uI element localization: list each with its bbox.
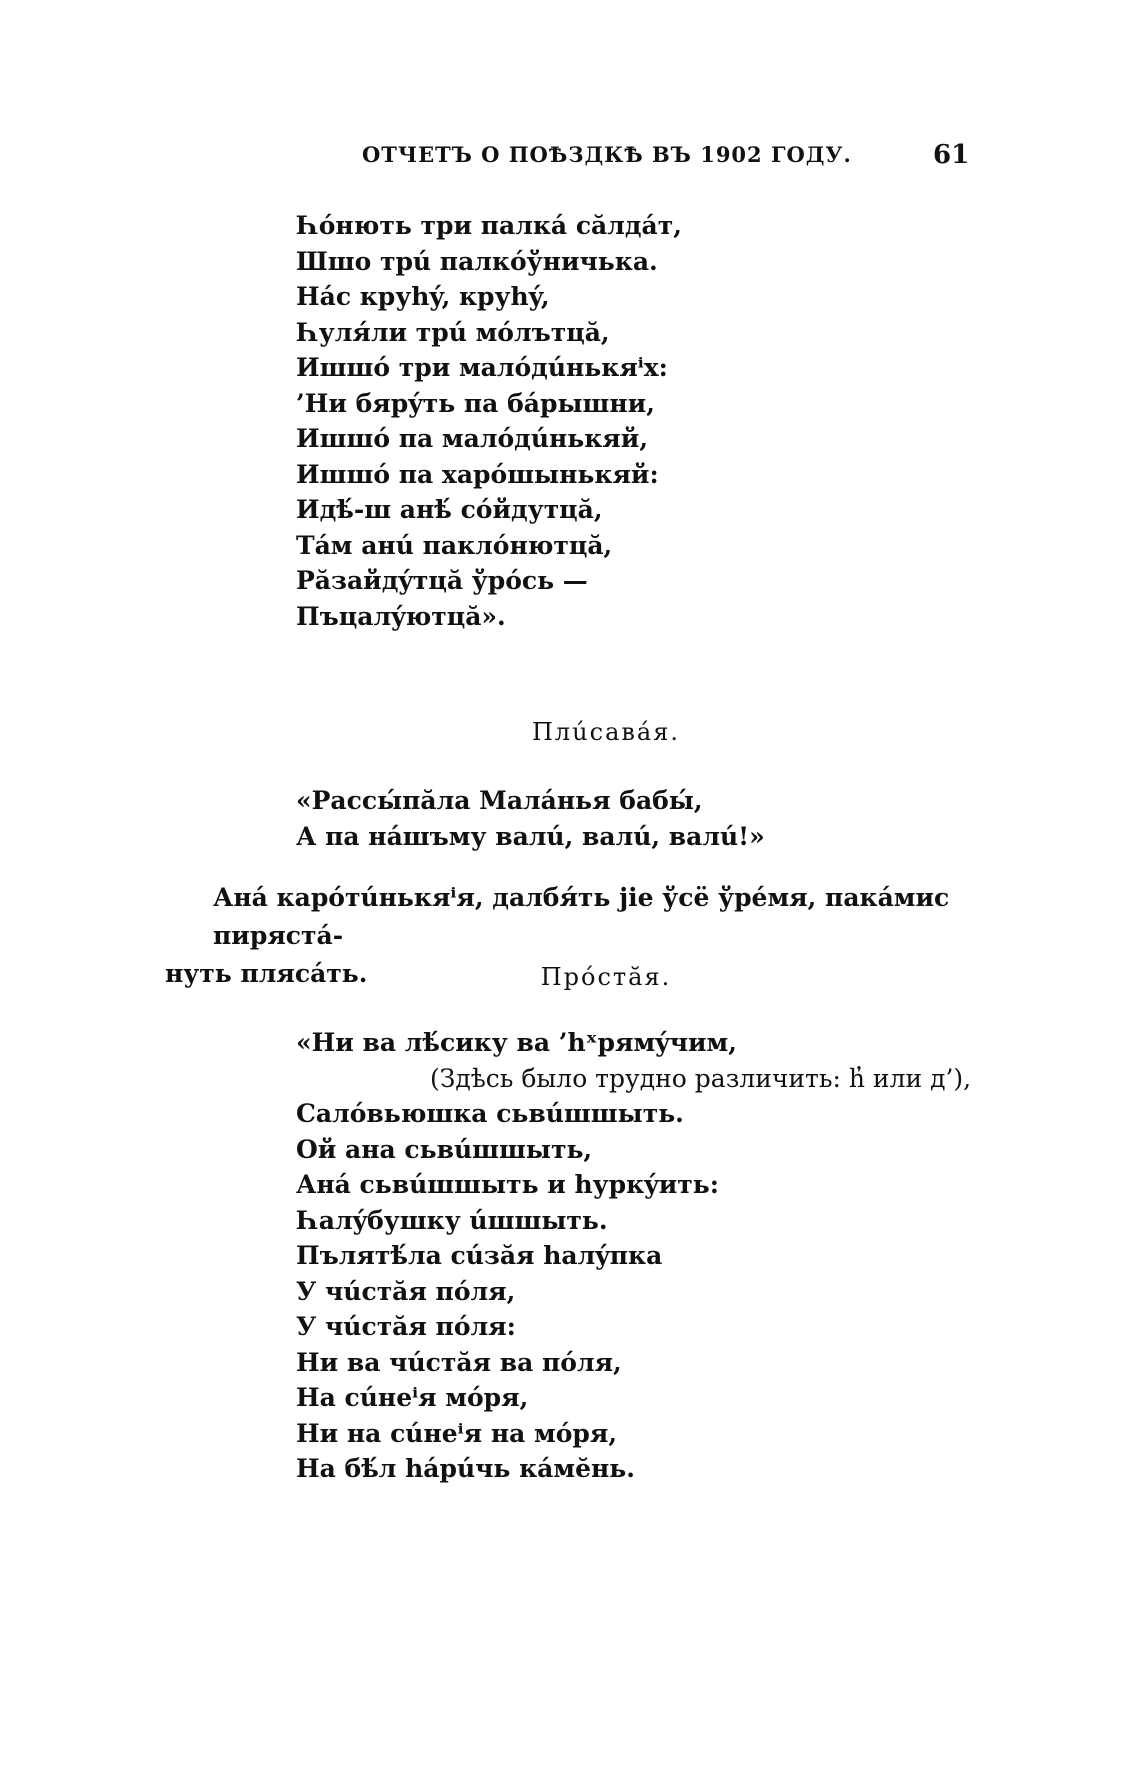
verse-line: У чúстăя пóля, <box>296 1276 516 1306</box>
prose-line: нуть плясáть. <box>165 959 368 988</box>
verse-line: Рăзайдýтцă ўрóсь — <box>296 566 588 595</box>
verse-line: Пъцалýютцă». <box>296 601 506 631</box>
verse-line: «Ни ва лѣ́сику ва ’һˣрямýчим, <box>296 1028 737 1057</box>
verse-line: Анá сьвúшшыть и һуркýить: <box>296 1170 719 1199</box>
verse-line: Һóнють три палкá сăлдáт, <box>296 211 682 240</box>
verse-line: Ишшó па малóдúнькяй, <box>296 424 649 453</box>
prose-line: Анá карóтúнькяⁱя, далбя́ть јіе ўсё ўрéмя, пакáмис пирястá- <box>213 883 950 950</box>
section-title-prostaya: Прóстăя. <box>540 963 672 991</box>
verse-line: Тáм анú паклóнютцă, <box>296 530 613 560</box>
verse-line: Идѣ́-ш анѣ́ сóйдутцă, <box>296 495 603 524</box>
verse-line: Ишшó три малóдúнькяⁱх: <box>296 353 668 382</box>
verse-line: Салóвьюшка сьвúшшыть. <box>296 1099 684 1128</box>
verse-line: Нáс круһý, круһý, <box>296 282 550 311</box>
editorial-note: (Здѣсь было трудно различить: һ̓ или д’), <box>430 1063 972 1093</box>
verse-line: Ни ва чúстăя ва пóля, <box>296 1347 622 1377</box>
verse-line: Ишшó па харóшынькяй: <box>296 459 659 489</box>
verse-line: Ой ана сьвúшшыть, <box>296 1134 593 1164</box>
song-verse-2 <box>296 783 765 854</box>
verse-line: «Рассы́пăла Малáнья бабы́, <box>296 786 703 815</box>
verse-line: Шшо трú палкóўничька. <box>296 246 658 276</box>
verse-line: ’Ни бярýть па бáрышни, <box>296 388 655 418</box>
verse-line: А па нáшъму валú, валú, валú!» <box>296 821 765 851</box>
song-verse-1 <box>296 208 682 634</box>
verse-line: На сúнеⁱя мóря, <box>296 1383 529 1412</box>
verse-line: Һалýбушку úшшыть. <box>296 1205 608 1235</box>
verse-line: Һуля́ли трú мóлътцă, <box>296 317 610 347</box>
running-title: ОТЧЕТЪ О ПОѢЗДКѢ ВЪ 1902 ГОДУ. <box>362 142 852 167</box>
verse-line: На бѣ́л һáрúчь кáмĕнь. <box>296 1454 635 1483</box>
verse-line: Пълятѣ́ла сúзăя һалýпка <box>296 1241 663 1270</box>
page-number: 61 <box>933 140 970 170</box>
section-title-plisavaya: Плúсавáя. <box>532 718 680 746</box>
verse-line: Ни на сúнеⁱя на мóря, <box>296 1418 618 1448</box>
verse-line: У чúстăя пóля: <box>296 1312 516 1341</box>
song-verse-3 <box>296 1025 971 1487</box>
